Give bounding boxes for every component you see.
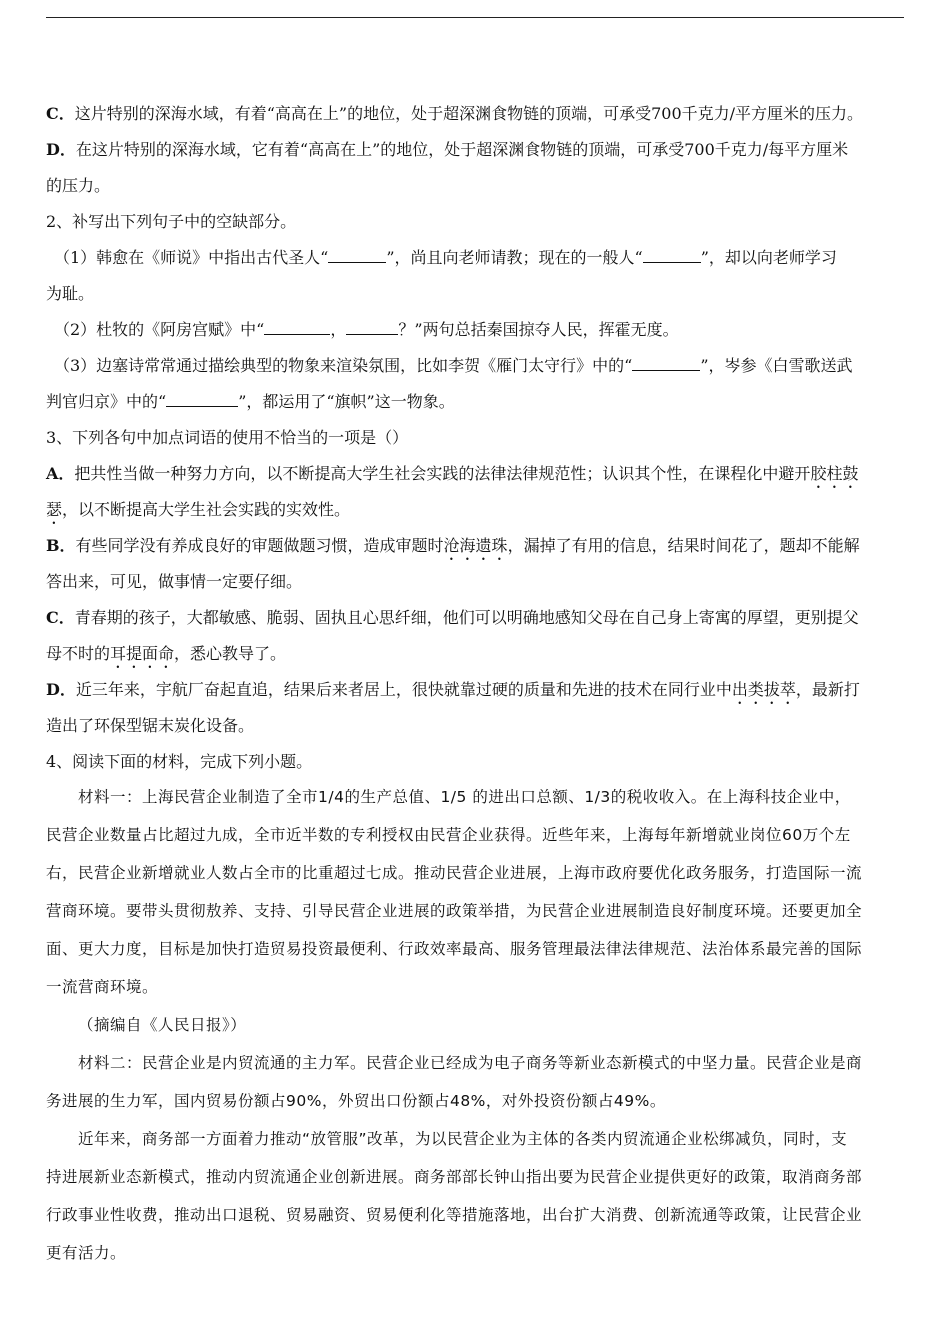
fill-blank: [346, 320, 398, 335]
fill-blank: [643, 248, 701, 263]
text: ，: [330, 320, 347, 339]
text: ？”两句总括秦国掠夺人民，挥霍无度。: [398, 320, 679, 339]
option-label: A．: [46, 464, 75, 483]
material-line: 更有活力。: [46, 1244, 127, 1262]
q3-option-d: [46, 672, 904, 708]
option-text: 母不时的: [46, 644, 111, 663]
option-text: 这片特别的深海水域，有着“高高在上”的地位，处于超深渊食物链的顶端，可承受700千克力/平方厘米的压力。: [74, 104, 864, 123]
option-label: C．: [46, 104, 75, 123]
material-line: 近年来，商务部一方面着力推动“放管服”改革，为以民营企业为主体的各类内贸流通企业松绑减负，同时，支: [78, 1130, 848, 1148]
option-text: ，以不断提高大学生社会实践的实效性。: [62, 500, 351, 519]
option-label: C．: [46, 608, 75, 627]
material-line: 务进展的生力军，国内贸易份额占90%，外贸出口份额占48%，对外投资份额占49%。: [46, 1092, 666, 1110]
fill-blank: [166, 392, 238, 407]
material-line: 持进展新业态新模式，推动内贸流通企业创新进展。商务部部长钟山指出要为民营企业提供更好的政策，取消商务部: [46, 1168, 863, 1186]
option-text: 把共性当做一种努力方向，以不断提高大学生社会实践的法律法律规范性；认识其个性，在课程化中避开: [74, 464, 811, 483]
material-line: 面、更大力度，目标是加快打造贸易投资最便利、行政效率最高、服务管理最法律法律规范、法治体系最完善的国际: [46, 940, 863, 958]
material-1: [46, 778, 904, 1044]
text: （1）韩愈在《师说》中指出古代圣人“: [54, 248, 329, 267]
q2-sentence-3: [46, 348, 904, 384]
q3-option-b-cont: 答出来，可见，做事情一定要仔细。: [46, 572, 303, 591]
material-line: 右，民营企业新增就业人数占全市的比重超过七成。推动民营企业进展，上海市政府要优化政务服务，打造国际一流: [46, 864, 863, 882]
option-label: D．: [46, 680, 76, 699]
material-line: 材料一：上海民营企业制造了全市1/4的生产总值、1/5 的进出口总额、1/3的税收收入。在上海科技企业中，: [78, 788, 851, 806]
material-line: 材料二：民营企业是内贸流通的主力军。民营企业已经成为电子商务等新业态新模式的中坚力量。民营企业是商: [78, 1054, 863, 1072]
option-d-previous: [46, 132, 904, 168]
q3-option-a: [46, 456, 904, 492]
q2-sentence-1: [46, 240, 904, 276]
option-text: 有些同学没有养成良好的审题做题习惯，造成审题时: [75, 536, 444, 555]
text: 判官归京》中的“: [46, 392, 167, 411]
fill-blank: [632, 356, 700, 371]
fill-blank: [264, 320, 330, 335]
material-line: 民营企业数量占比超过九成，全市近半数的专利授权由民营企业获得。近些年来，上海每年新增就业岗位60万个左: [46, 826, 851, 844]
option-text: ，最新打: [795, 680, 860, 699]
material-line: 行政事业性收费，推动出口退税、贸易融资、贸易便利化等措施落地，出台扩大消费、创新流通等政策，让民营企业: [46, 1206, 863, 1224]
text: （2）杜牧的《阿房宫赋》中“: [54, 320, 265, 339]
question-2-stem: 2、补写出下列句子中的空缺部分。: [46, 212, 297, 231]
option-text: ，悉心教导了。: [174, 644, 287, 663]
text: ”，却以向老师学习: [700, 248, 837, 267]
question-3-stem: 3、下列各句中加点词语的使用不恰当的一项是（）: [46, 428, 409, 447]
text: （3）边塞诗常常通过描绘典型的物象来渲染氛围，比如李贺《雁门太守行》中的“: [54, 356, 633, 375]
header-rule: [46, 17, 904, 18]
document-body: [46, 96, 904, 1272]
material-2: [46, 1044, 904, 1120]
q3-option-b: [46, 528, 904, 564]
q2-sentence-3-cont: [46, 384, 904, 420]
dotted-word: 耳提面命: [110, 644, 175, 663]
option-text: 在这片特别的深海水域，它有着“高高在上”的地位，处于超深渊食物链的顶端，可承受700千克力/每平方厘米: [75, 140, 849, 159]
q3-option-d-cont: 造出了环保型锯末炭化设备。: [46, 716, 255, 735]
material-source: （摘编自《人民日报》）: [78, 1016, 247, 1034]
text: ”，尚且向老师请教；现在的一般人“: [386, 248, 643, 267]
q3-option-c: [46, 600, 904, 636]
option-text: 近三年来，宇航厂奋起直追，结果后来者居上，很快就靠过硬的质量和先进的技术在同行业中: [75, 680, 732, 699]
q3-option-c-cont: [46, 636, 904, 672]
option-label: B．: [46, 536, 76, 555]
text: ”，都运用了“旗帜”这一物象。: [238, 392, 455, 411]
dotted-word: 瑟: [46, 500, 63, 519]
q2-sentence-2: [46, 312, 904, 348]
material-line: 一流营商环境。: [46, 978, 159, 996]
q2-sentence-1-cont: 为耻。: [46, 284, 95, 303]
text: ”，岑参《白雪歌送武: [700, 356, 853, 375]
material-line: 营商环境。要带头贯彻敖养、支持、引导民营企业进展的政策举措，为民营企业进展制造良好制度环境。还要更加全: [46, 902, 863, 920]
option-c-previous: [46, 96, 904, 132]
option-label: D．: [46, 140, 76, 159]
dotted-word: 沧海遗珠: [443, 536, 508, 555]
dotted-word: 出类拔萃: [731, 680, 796, 699]
q3-option-a-cont: [46, 492, 904, 528]
option-d-previous-cont: 的压力。: [46, 176, 111, 195]
option-text: ，漏掉了有用的信息，结果时间花了，题却不能解: [507, 536, 860, 555]
dotted-word: 胶柱鼓: [810, 464, 859, 483]
fill-blank: [328, 248, 386, 263]
material-2-paragraph-2: [46, 1120, 904, 1272]
option-text: 青春期的孩子，大都敏感、脆弱、固执且心思纤细，他们可以明确地感知父母在自己身上寄寓的厚望，更别提父: [74, 608, 859, 627]
question-4-stem: 4、阅读下面的材料，完成下列小题。: [46, 752, 313, 771]
